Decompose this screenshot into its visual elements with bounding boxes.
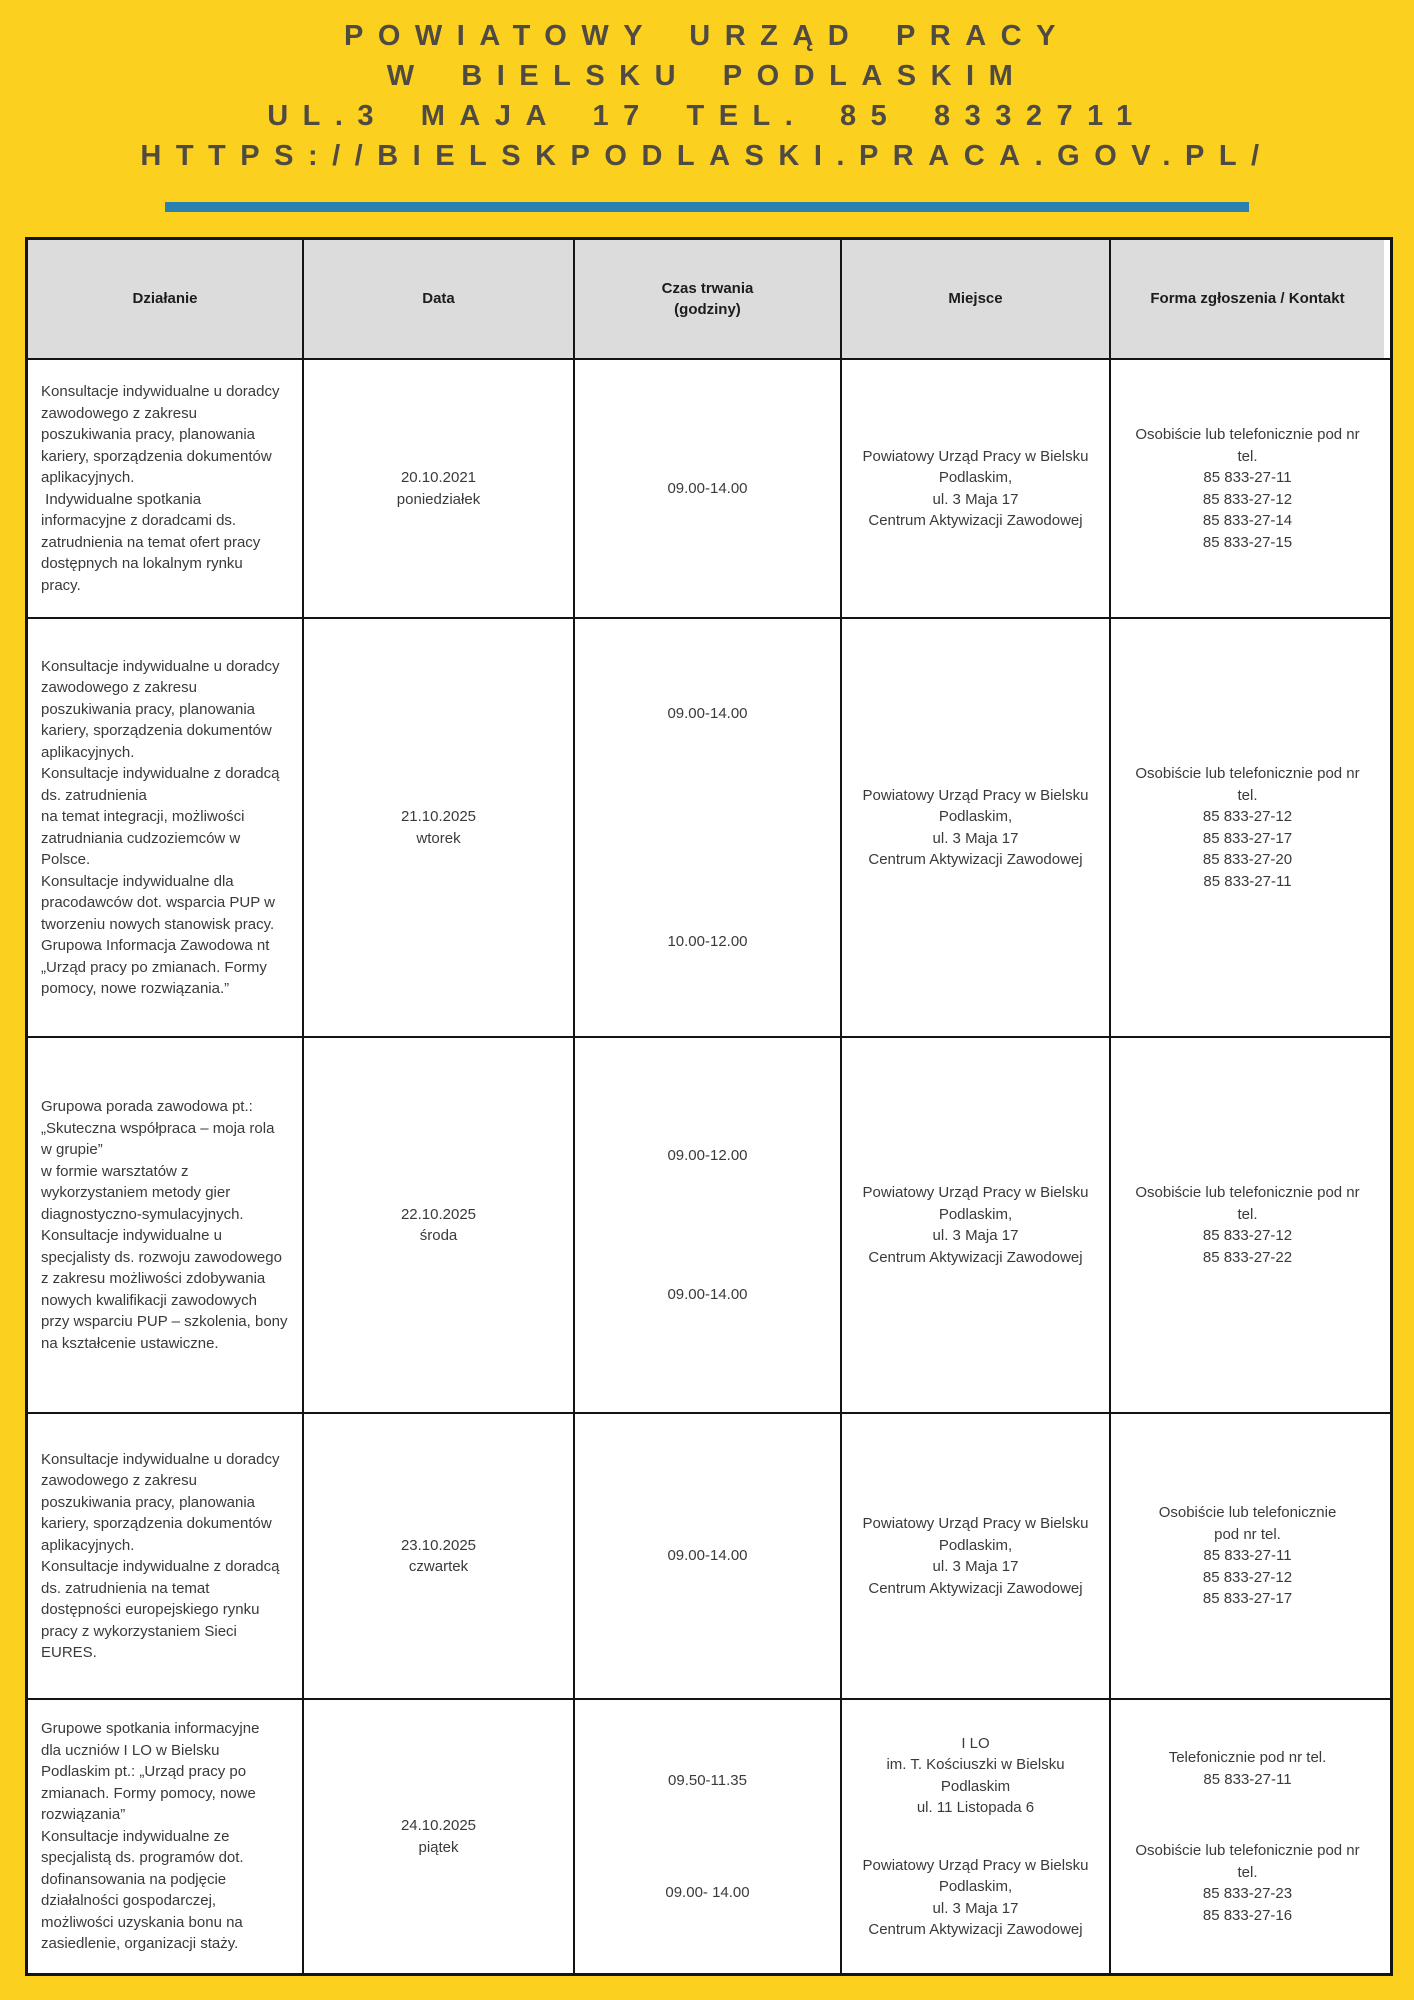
contact-value: Osobiście lub telefonicznie pod nr tel. 85 833-27-12 85 833-27-22 (1135, 1184, 1360, 1266)
column-header-contact: Forma zgłoszenia / Kontakt (1111, 240, 1384, 358)
date-value: 24.10.2025 (400, 1817, 477, 1834)
place-value: Powiatowy Urząd Pracy w Bielsku Podlaskim, ul. 3 Maja 17 Centrum Aktywizacji Zawodowej (862, 786, 1089, 868)
place-value: Powiatowy Urząd Pracy w Bielsku Podlaskim, ul. 3 Maja 17 Centrum Aktywizacji Zawodowej (862, 1515, 1089, 1597)
date-value: 21.10.2025 (400, 808, 477, 825)
time-value: 10.00-12.00 (667, 933, 748, 950)
date-value: 20.10.2021 (400, 469, 477, 486)
time-value: 09.00-14.00 (667, 479, 748, 497)
title-line-2: W BIELSKU PODLASKIM (386, 60, 1028, 92)
table-row (28, 1414, 1390, 1700)
contact-cell (1111, 1038, 1384, 1412)
contact-cell (1111, 1414, 1384, 1698)
date-value: 22.10.2025 (400, 1205, 477, 1223)
column-header-date: Data (304, 240, 575, 358)
contact-value: Osobiście lub telefonicznie pod nr tel. 85 833-27-12 85 833-27-17 85 833-27-20 85 833-27-11 (1135, 765, 1360, 890)
place-cell (842, 1700, 1111, 1973)
column-header-activity: Działanie (28, 240, 304, 358)
time-cell (575, 619, 842, 1036)
table-row (28, 619, 1390, 1038)
divider-bar (165, 202, 1249, 212)
place-value: Powiatowy Urząd Pracy w Bielsku Podlaskim, ul. 3 Maja 17 Centrum Aktywizacji Zawodowej (862, 1184, 1089, 1266)
weekday-value: wtorek (416, 829, 461, 847)
column-header-place: Miejsce (842, 240, 1111, 358)
schedule-table (25, 237, 1393, 1976)
activity-cell: Konsultacje indywidualne u doradcy zawodowego z zakresu poszukiwania pracy, planowania kariery, sporządzenia dokumentów aplikacyjnych. Konsultacje indywidualne z doradcą ds. zatrudnienia na temat dostępności europejskiego rynku pracy z wykorzystaniem Sieci EURES. (28, 1414, 304, 1698)
time-cell (575, 1700, 842, 1973)
weekday-value: piątek (418, 1838, 459, 1856)
place-cell (842, 1414, 1111, 1698)
activity-cell: Grupowa porada zawodowa pt.: „Skuteczna współpraca – moja rola w grupie” w formie warsztatów z wykorzystaniem metody gier diagnostyczno-symulacyjnych. Konsultacje indywidualne u specjalisty ds. rozwoju zawodowego z zakresu możliwości zdobywania nowych kwalifikacji zawodowych przy wsparciu PUP – szkolenia, bony na kształcenie ustawiczne. (28, 1038, 304, 1412)
contact-cell (1111, 360, 1384, 617)
time-value: 09.50-11.35 (668, 1772, 747, 1789)
place-cell (842, 1038, 1111, 1412)
date-cell (304, 360, 575, 617)
page-title (0, 16, 1414, 176)
activity-cell: Konsultacje indywidualne u doradcy zawodowego z zakresu poszukiwania pracy, planowania kariery, sporządzenia dokumentów aplikacyjnych. Konsultacje indywidualne z doradcą ds. zatrudnienia na temat integracji, możliwości zatrudniania cudzoziemców w Polsce. Konsultacje indywidualne dla pracodawców dot. wsparcia PUP w tworzeniu nowych stanowisk pracy. Grupowa Informacja Zawodowa nt „Urząd pracy po zmianach. Formy pomocy, nowe rozwiązania.” (28, 619, 304, 1036)
column-header-duration: Czas trwania (godziny) (575, 240, 842, 358)
title-line-3: UL.3 MAJA 17 TEL. 85 8332711 (267, 100, 1147, 132)
contact-value: Osobiście lub telefonicznie pod nr tel. 85 833-27-23 85 833-27-16 (1135, 1842, 1360, 1924)
date-cell (304, 1700, 575, 1973)
place-value: Powiatowy Urząd Pracy w Bielsku Podlaskim, ul. 3 Maja 17 Centrum Aktywizacji Zawodowej (862, 447, 1089, 529)
contact-value: Telefonicznie pod nr tel. 85 833-27-11 (1168, 1749, 1327, 1788)
contact-value: Osobiście lub telefonicznie pod nr tel. 85 833-27-11 85 833-27-12 85 833-27-14 85 833-27-15 (1135, 426, 1360, 551)
weekday-value: czwartek (408, 1558, 469, 1575)
date-cell (304, 619, 575, 1036)
place-value: Powiatowy Urząd Pracy w Bielsku Podlaskim, ul. 3 Maja 17 Centrum Aktywizacji Zawodowej (862, 1856, 1089, 1938)
activity-cell: Konsultacje indywidualne u doradcy zawodowego z zakresu poszukiwania pracy, planowania kariery, sporządzenia dokumentów aplikacyjnych. Indywidualne spotkania informacyjne z doradcami ds. zatrudnienia na temat ofert pracy dostępnych na lokalnym rynku pracy. (28, 360, 304, 617)
table-row (28, 1038, 1390, 1414)
title-line-1: POWIATOWY URZĄD PRACY (344, 20, 1070, 52)
date-cell (304, 1414, 575, 1698)
contact-cell (1111, 1700, 1384, 1973)
title-line-4: HTTPS://BIELSKPODLASKI.PRACA.GOV.PL/ (140, 140, 1274, 172)
time-cell (575, 360, 842, 617)
place-cell (842, 360, 1111, 617)
place-value: I LO im. T. Kościuszki w Bielsku Podlaskim ul. 11 Listopada 6 (886, 1734, 1065, 1816)
contact-value: Osobiście lub telefonicznie pod nr tel. 85 833-27-11 85 833-27-12 85 833-27-17 (1158, 1504, 1337, 1608)
weekday-value: środa (419, 1227, 458, 1244)
time-value: 09.00- 14.00 (665, 1883, 750, 1901)
time-value: 09.00-14.00 (667, 704, 748, 722)
time-cell (575, 1038, 842, 1412)
date-value: 23.10.2025 (400, 1536, 477, 1554)
table-header-row (28, 240, 1390, 360)
table-row (28, 360, 1390, 619)
time-value: 09.00-14.00 (667, 1547, 748, 1565)
table-row (28, 1700, 1390, 1973)
contact-cell (1111, 619, 1384, 1036)
place-cell (842, 619, 1111, 1036)
date-cell (304, 1038, 575, 1412)
time-value: 09.00-14.00 (667, 1285, 748, 1303)
weekday-value: poniedziałek (396, 490, 481, 508)
time-cell (575, 1414, 842, 1698)
time-value: 09.00-12.00 (667, 1147, 748, 1164)
activity-cell: Grupowe spotkania informacyjne dla uczniów I LO w Bielsku Podlaskim pt.: „Urząd pracy po zmianach. Formy pomocy, nowe rozwiązania” Konsultacje indywidualne ze specjalistą ds. programów dot. dofinansowania na podjęcie działalności gospodarczej, możliwości uzyskania bonu na zasiedlenie, organizacji staży. (28, 1700, 304, 1973)
